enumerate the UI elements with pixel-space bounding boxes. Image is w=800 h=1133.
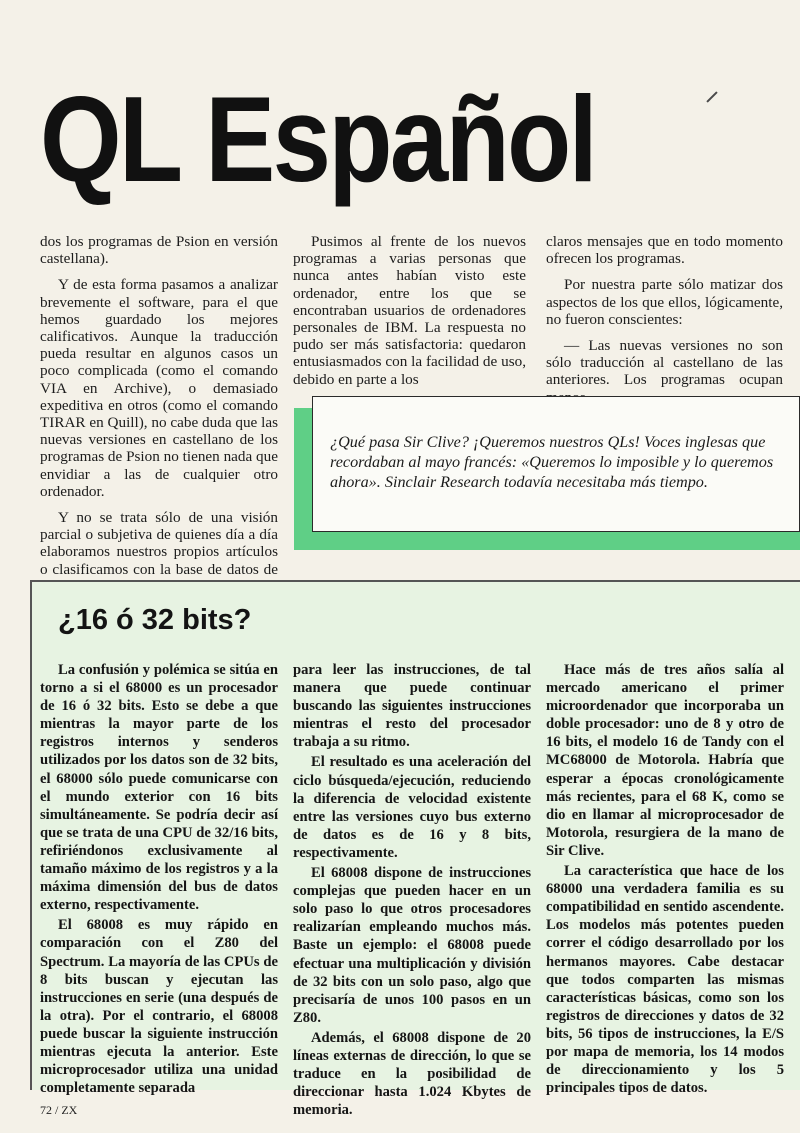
paragraph: Pusimos al frente de los nuevos programas a varias personas que nunca antes habían visto este ordenador, entre los que se encontraban usuarios de ordenadores personales de IBM. La respuesta no pudo ser más satisfactoria: quedaron entusiasmados con la facilidad de uso, debido en parte a los xyxy=(293,233,526,388)
sidebar-column-1 xyxy=(40,661,278,1097)
intro-column-2 xyxy=(293,233,526,388)
paragraph: La característica que hace de los 68000 una verdadera familia es su compatibilidad en sentido ascendente. Los modelos más potentes pueden correr el código desarrollado por los hermanos mayores. Cabe destacar que todos comparten las mismas características básicas, como son los registros de direcciones y datos de 32 bits, 56 tipos de instrucciones, la E/S por mapa de memoria, los 14 modos de direccionamiento y los 5 principales tipos de datos. xyxy=(546,863,784,1097)
paragraph: Hace más de tres años salía al mercado americano el primer microordenador que incorporaba un doble procesador: uno de 8 y otro de 16 bits, el modelo 16 de Tandy con el MC68000 de Motorola. Habría que esperar a épocas cronológicamente más recientes, para el 68 K, como se dio en llamar al microprocesador de Motorola, resurgiera de la mano de Sir Clive. xyxy=(546,662,784,859)
paragraph: dos los programas de Psion en versión castellana). xyxy=(40,233,278,268)
paragraph: La confusión y polémica se sitúa en torno a si el 68000 es un procesador de 16 ó 32 bits. Esto se debe a que mientras la mayor parte de los registros internos y senderos utilizados por los datos son de 32 bits, el 68000 sólo puede comunicarse con el mundo exterior con 16 bits simultáneamente. Se podría decir así que se trata de una CPU de 32/16 bits, refiriéndonos exclusivamente al tamaño máximo de los registros y a la máxima dimensión del bus de datos externo, respectivamente. xyxy=(40,662,278,914)
page-footer: 72 / ZX xyxy=(40,1103,78,1117)
paragraph: Además, el 68008 dispone de 20 líneas externas de dirección, lo que se traduce en la posibilidad de direccionar hasta 1.024 Kbytes de memoria. xyxy=(293,1029,531,1119)
paragraph: Y no se trata sólo de una visión parcial o subjetiva de quienes día a día elaboramos nuestros propios artículos o clasificamos con la base de datos de xyxy=(40,509,278,578)
paragraph: Por nuestra parte sólo matizar dos aspectos de los que ellos, lógicamente, no fueron conscientes: xyxy=(546,276,783,328)
paragraph: El 68008 dispone de instrucciones complejas que pueden hacer en un solo paso lo que otros procesadores realizarían empleando muchos más. Baste un ejemplo: el 68008 puede efectuar una multiplicación y división de 32 bits con un solo paso, algo que precisaría de unos 100 pasos en un Z80. xyxy=(293,865,531,1026)
intro-column-1 xyxy=(40,233,278,595)
paragraph: El 68008 es muy rápido en comparación con el Z80 del Spectrum. La mayoría de las CPUs de 8 bits buscan y ejecutan las instrucciones en serie (una después de la otra). Por el contrario, el 68008 puede buscar la siguiente instrucción mientras ejecuta la anterior. Este microprocesador utiliza una unidad completamente separada xyxy=(40,917,278,1097)
sidebar-column-2 xyxy=(293,661,531,1119)
article-title: QL Español xyxy=(40,71,596,207)
paragraph: El resultado es una aceleración del ciclo búsqueda/ejecución, reduciendo la diferencia de velocidad existente entre las versiones cuyo bus externo de datos es de 16 y 8 bits, respectivamente. xyxy=(293,754,531,861)
pull-quote-text: ¿Qué pasa Sir Clive? ¡Queremos nuestros QLs! Voces inglesas que recordaban al mayo francés: «Queremos lo imposible y lo queremos ahora». Sinclair Research todavía necesitaba más tiempo. xyxy=(330,433,774,491)
sidebar-title: ¿16 ó 32 bits? xyxy=(58,604,252,636)
paragraph: — Las nuevas versiones no son sólo traducción al castellano de las anteriores. Los programas ocupan xyxy=(546,337,783,389)
paragraph: para leer las instrucciones, de tal manera que puede continuar buscando las siguientes instrucciones mientras el resto del procesador trabaja a su ritmo. xyxy=(293,662,531,751)
intro-column-3 xyxy=(546,233,783,406)
corner-mark xyxy=(706,91,717,102)
paragraph: claros mensajes que en todo momento ofrecen los programas. xyxy=(546,233,783,268)
sidebar-column-3 xyxy=(546,661,784,1097)
paragraph: Y de esta forma pasamos a analizar brevemente el software, para el que hemos guardado los mejores calificativos. Aunque la traducción pueda resultar en algunos casos un poco complicada (como el comando VIA en Archive), o demasiado expeditiva en otros (como el comando TIRAR en Quill), no cabe duda que las nuevas versiones en castellano de los programas de Psion no tienen nada que envidiar a las de cualquier otro ordenador. xyxy=(40,276,278,500)
